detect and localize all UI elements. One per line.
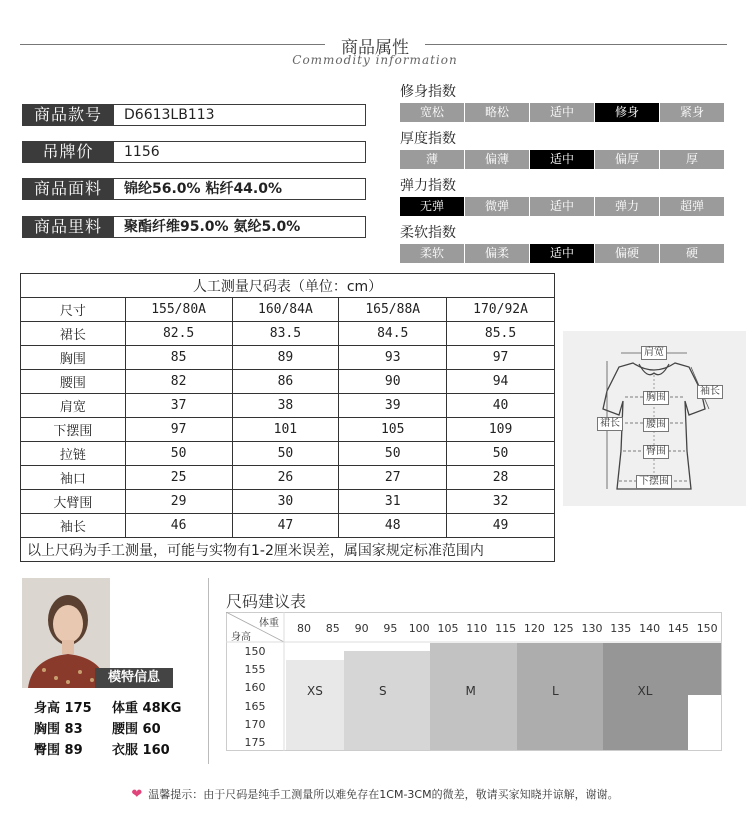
size-cell: 49 [447, 514, 555, 538]
garment-diagram [563, 331, 746, 506]
model-stat-hip [34, 739, 83, 758]
corner-height-label: 身高 [231, 632, 251, 643]
size-band [517, 643, 603, 750]
size-table-row [21, 442, 555, 466]
attr-style-number [22, 104, 366, 126]
index-bar [400, 197, 724, 216]
attr-tag-price [22, 141, 366, 163]
size-table-caption: 人工测量尺码表（单位：cm） [21, 274, 555, 298]
size-cell: 97 [447, 346, 555, 370]
index-title: 弹力指数 [400, 178, 456, 194]
size-cell: 84.5 [339, 322, 447, 346]
weight-header: 135 [610, 622, 632, 635]
stat-label: 体重 [112, 701, 139, 716]
index-option-selected: 修身 [595, 103, 659, 122]
model-info-tag: 模特信息 [95, 668, 173, 688]
stat-label: 身高 [34, 701, 61, 716]
size-band-extension [688, 643, 721, 695]
size-cell: 86 [232, 370, 339, 394]
label-sleeve: 袖长 [697, 385, 723, 399]
stat-value: 60 [142, 722, 161, 737]
size-cell: 83.5 [232, 322, 339, 346]
index-option: 适中 [530, 103, 594, 122]
row-label: 拉链 [21, 442, 126, 466]
index-option: 偏柔 [465, 244, 529, 263]
height-header: 175 [244, 736, 266, 749]
attr-value: 1156 [114, 141, 366, 163]
size-cell: 109 [447, 418, 555, 442]
stat-label: 臀围 [34, 743, 61, 758]
weight-header: 80 [297, 622, 311, 635]
index-option: 弹力 [595, 197, 659, 216]
size-cell: 47 [232, 514, 339, 538]
weight-header: 125 [552, 622, 574, 635]
stat-label: 腰围 [112, 722, 139, 737]
recommend-title: 尺码建议表 [226, 592, 307, 611]
section-divider [208, 578, 209, 764]
row-label: 大臂围 [21, 490, 126, 514]
size-table-note: 以上尺码为手工测量，可能与实物有1-2厘米误差，属国家规定标准范围内 [21, 538, 555, 562]
index-option: 略松 [465, 103, 529, 122]
size-table-row [21, 394, 555, 418]
size-cell: 29 [125, 490, 232, 514]
size-cell: 27 [339, 466, 447, 490]
size-table-row [21, 466, 555, 490]
size-band-label: XL [637, 684, 653, 698]
size-band-label: S [379, 684, 387, 698]
header-cell: 165/88A [339, 298, 447, 322]
size-cell: 31 [339, 490, 447, 514]
weight-header: 95 [383, 622, 398, 635]
attr-fabric [22, 178, 366, 200]
size-cell: 82 [125, 370, 232, 394]
corner-weight-label: 体重 [259, 618, 279, 629]
weight-header: 110 [466, 622, 488, 635]
size-cell: 93 [339, 346, 447, 370]
heart-icon: ❤ [131, 787, 143, 802]
attr-key: 商品面料 [22, 178, 114, 200]
size-cell: 50 [339, 442, 447, 466]
index-option: 宽松 [400, 103, 464, 122]
size-cell: 40 [447, 394, 555, 418]
attr-key: 商品里料 [22, 216, 114, 238]
height-header: 150 [244, 645, 266, 658]
label-waist: 腰围 [643, 418, 669, 432]
header-cell: 160/84A [232, 298, 339, 322]
size-cell: 37 [125, 394, 232, 418]
size-cell: 82.5 [125, 322, 232, 346]
weight-header: 145 [667, 622, 689, 635]
attr-key: 吊牌价 [22, 141, 114, 163]
label-shoulder: 肩宽 [641, 346, 667, 360]
size-cell: 28 [447, 466, 555, 490]
row-label: 下摆围 [21, 418, 126, 442]
footer-tip [0, 786, 750, 802]
index-option: 厚 [660, 150, 724, 169]
size-table-row [21, 346, 555, 370]
size-cell: 46 [125, 514, 232, 538]
size-table-row [21, 514, 555, 538]
index-option: 柔软 [400, 244, 464, 263]
index-option: 偏硬 [595, 244, 659, 263]
footer-text: 温馨提示：由于尺码是纯手工测量所以难免存在1CM-3CM的微差，敬请买家知晓并谅解，谢谢。 [148, 788, 619, 801]
attr-value: 聚酯纤维95.0% 氨纶5.0% [114, 216, 366, 238]
index-bar [400, 103, 724, 122]
index-option: 适中 [530, 197, 594, 216]
size-cell: 50 [447, 442, 555, 466]
stat-label: 胸围 [34, 722, 61, 737]
weight-header: 130 [581, 622, 603, 635]
row-label: 裙长 [21, 322, 126, 346]
section-subtitle: Commodity information [292, 53, 458, 67]
stat-label: 衣服 [112, 743, 139, 758]
height-header: 165 [244, 699, 266, 713]
weight-header: 140 [639, 622, 661, 635]
label-hem: 下摆围 [636, 475, 672, 489]
weight-header: 120 [523, 622, 545, 635]
size-cell: 26 [232, 466, 339, 490]
label-length: 裙长 [597, 417, 623, 431]
size-cell: 101 [232, 418, 339, 442]
label-bust: 胸围 [643, 391, 669, 405]
weight-header: 85 [325, 622, 340, 635]
size-band [344, 651, 430, 750]
size-cell: 48 [339, 514, 447, 538]
model-stat-waist [112, 718, 161, 737]
size-table-row [21, 490, 555, 514]
header-cell: 155/80A [125, 298, 232, 322]
section-title: 商品属性 [341, 38, 409, 58]
label-hip: 臀围 [643, 445, 669, 459]
index-option-selected: 适中 [530, 244, 594, 263]
attr-value: D6613LB113 [114, 104, 366, 126]
size-cell: 50 [232, 442, 339, 466]
row-label: 肩宽 [21, 394, 126, 418]
size-cell: 105 [339, 418, 447, 442]
model-stat-size [112, 739, 170, 758]
index-option: 偏厚 [595, 150, 659, 169]
size-table-row [21, 418, 555, 442]
size-cell: 32 [447, 490, 555, 514]
attr-lining [22, 216, 366, 238]
height-header: 160 [244, 681, 266, 695]
index-bar [400, 244, 724, 263]
index-option: 薄 [400, 150, 464, 169]
model-stat-bust [34, 718, 83, 737]
index-title: 修身指数 [400, 84, 456, 100]
stat-value: 89 [64, 743, 83, 758]
model-stat-height [34, 697, 92, 716]
weight-header: 105 [437, 622, 459, 635]
index-option-selected: 无弹 [400, 197, 464, 216]
index-option-selected: 适中 [530, 150, 594, 169]
size-cell: 30 [232, 490, 339, 514]
index-title: 柔软指数 [400, 225, 456, 241]
size-table-header [21, 298, 555, 322]
attr-value: 锦纶56.0% 粘纤44.0% [114, 178, 366, 200]
row-label: 腰围 [21, 370, 126, 394]
index-option: 紧身 [660, 103, 724, 122]
index-option: 硬 [660, 244, 724, 263]
size-band-label: L [552, 684, 559, 698]
size-table-row [21, 322, 555, 346]
stat-value: 160 [142, 743, 170, 758]
index-bar [400, 150, 724, 169]
size-table [20, 273, 555, 562]
index-option: 超弹 [660, 197, 724, 216]
height-header: 155 [244, 663, 266, 677]
stat-value: 83 [64, 722, 83, 737]
size-cell: 50 [125, 442, 232, 466]
model-stat-weight [112, 697, 181, 716]
index-option: 偏薄 [465, 150, 529, 169]
size-cell: 90 [339, 370, 447, 394]
header-cell: 170/92A [447, 298, 555, 322]
stat-value: 48KG [142, 701, 182, 716]
size-cell: 85 [125, 346, 232, 370]
weight-header: 100 [408, 622, 430, 635]
size-cell: 94 [447, 370, 555, 394]
size-cell: 97 [125, 418, 232, 442]
weight-header: 115 [495, 622, 517, 635]
index-title: 厚度指数 [400, 131, 456, 147]
size-band [286, 660, 344, 750]
size-cell: 39 [339, 394, 447, 418]
index-option: 微弹 [465, 197, 529, 216]
size-cell: 85.5 [447, 322, 555, 346]
size-table-row [21, 370, 555, 394]
size-cell: 89 [232, 346, 339, 370]
row-label: 袖长 [21, 514, 126, 538]
size-band-label: XS [307, 684, 323, 698]
stat-value: 175 [64, 701, 92, 716]
size-cell: 38 [232, 394, 339, 418]
row-label: 袖口 [21, 466, 126, 490]
row-label: 胸围 [21, 346, 126, 370]
header-cell: 尺寸 [21, 298, 126, 322]
weight-header: 150 [696, 622, 718, 635]
attr-key: 商品款号 [22, 104, 114, 126]
size-cell: 25 [125, 466, 232, 490]
weight-header: 90 [354, 622, 369, 635]
size-band-label: M [465, 684, 476, 698]
height-header: 170 [244, 717, 266, 731]
